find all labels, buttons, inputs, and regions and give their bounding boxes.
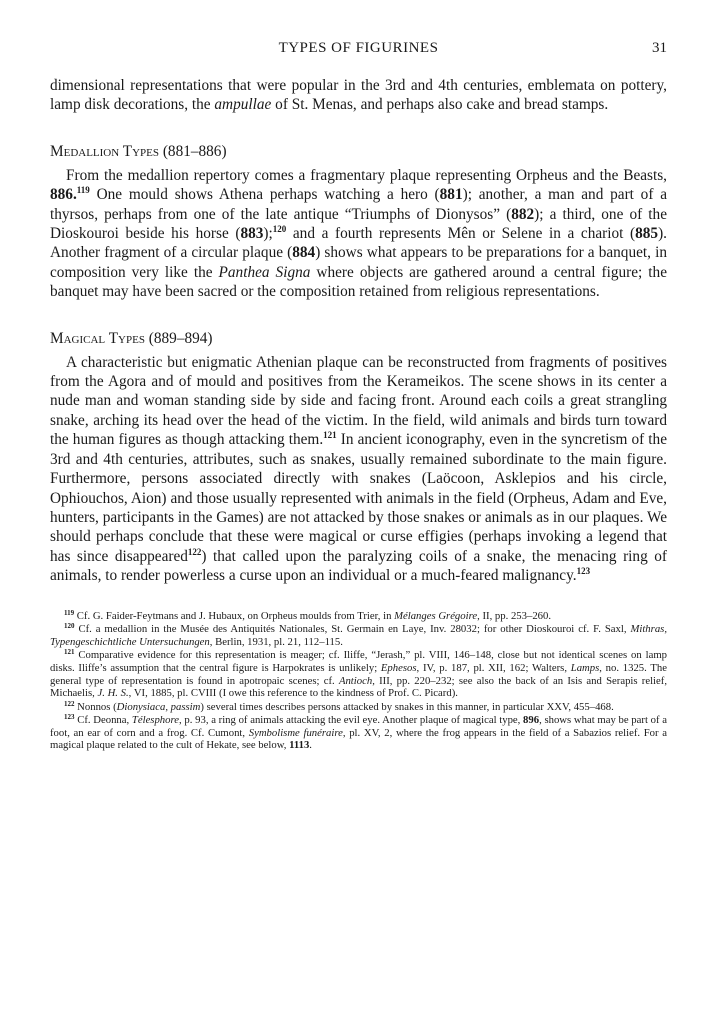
footnote-number: 120 xyxy=(64,622,75,631)
text-run: where objects are gathered around a central figure; the banquet may have been sacred or the composition retained from religious representations. xyxy=(50,263,667,301)
intro-paragraph xyxy=(50,76,667,115)
page-header xyxy=(50,40,667,62)
text-run: , VI, 1885, pl. CVIII (I owe this reference to the kindness of Prof. C. Picard). xyxy=(128,687,458,700)
italic-run: Ephesos xyxy=(380,661,417,674)
text-run: , pl. XV, 2, where the frog appears in the field of a Sabazios relief. For a magical plaque related to the cult of Hekate, see below, xyxy=(50,726,667,752)
heading-text: Medallion Types xyxy=(50,142,159,160)
section-heading-medallion xyxy=(50,143,667,161)
footnote-119 xyxy=(50,610,667,623)
text-run: ); another, a man and part of a thyrsos, perhaps from one of the late antique “Triumphs of Dionysos” ( xyxy=(50,186,667,223)
italic-run: Télesphore xyxy=(131,714,180,727)
footnote-ref: 122 xyxy=(187,546,202,557)
text-run: , p. 93, a ring of animals attacking the evil eye. Another plaque of magical type, xyxy=(179,714,524,727)
text-run: , III, pp. 220–232; see also the back of an Isis and Serapis relief, Michaelis, xyxy=(50,674,668,700)
footnotes xyxy=(50,610,667,753)
catalogue-number: 884 xyxy=(292,244,316,262)
text-run: , II, pp. 253–260. xyxy=(477,609,552,622)
text-run: ) several times describes persons attacked by snakes in this manner, in particular XXV, 455–468. xyxy=(200,700,614,713)
italic-run: Antioch xyxy=(338,674,373,687)
text-run: Comparative evidence for this representation is meager; cf. Iliffe, “Jerash,” pl. VIII, 146–148, close but not identical scenes on lamp disks. Iliffe’s assumption that the central figure is Harpokrates is unlikely; xyxy=(50,649,667,674)
footnote-ref: 123 xyxy=(576,566,591,577)
catalogue-number: 896 xyxy=(523,714,540,727)
text-run: , IV, p. 187, pl. XII, 162; Walters, xyxy=(416,661,571,674)
text-run: dimensional representations that were popular in the 3rd and 4th centuries, emblemata on pottery, lamp disk decorations, the xyxy=(50,77,667,114)
italic-run: Panthea Signa xyxy=(218,263,311,281)
text-run: One mould shows Athena perhaps watching a hero ( xyxy=(89,186,440,204)
text-run: , no. 1325. The general type of representation is found in apotropaic scenes; cf. xyxy=(50,661,667,687)
medallion-paragraph xyxy=(50,166,667,302)
italic-run: Symbolisme funéraire xyxy=(248,726,343,739)
text-run: Nonnos ( xyxy=(74,700,117,713)
text-run: ). Another fragment of a circular plaque ( xyxy=(50,225,667,262)
footnote-120 xyxy=(50,623,667,648)
footnote-number: 121 xyxy=(64,648,75,657)
italic-run: ampullae xyxy=(214,96,272,114)
text-run: From the medallion repertory comes a fragmentary plaque representing Orpheus and the Beasts, xyxy=(66,166,667,184)
footnote-number: 122 xyxy=(64,699,75,708)
footnote-122 xyxy=(50,701,667,714)
footnote-ref: 121 xyxy=(323,430,337,441)
text-run: Cf. G. Faider-Feytmans and J. Hubaux, on Orpheus moulds from Trier, in xyxy=(74,609,395,622)
heading-range: (889–894) xyxy=(144,329,213,347)
catalogue-number: 886. xyxy=(50,186,77,204)
text-run: ) shows what appears to be preparations for a banquet, in composition very like the xyxy=(50,244,667,281)
text-run: and a fourth represents Mên or Selene in a chariot ( xyxy=(286,225,636,243)
italic-run: Lamps xyxy=(570,661,600,674)
catalogue-number: 883 xyxy=(240,225,264,243)
footnote-121 xyxy=(50,649,667,699)
footnote-number: 119 xyxy=(64,608,75,617)
footnote-123 xyxy=(50,714,667,752)
text-run: Cf. Deonna, xyxy=(74,714,132,727)
catalogue-number: 881 xyxy=(439,186,463,204)
footnote-ref: 120 xyxy=(272,224,287,235)
magical-paragraph xyxy=(50,353,667,586)
text-run: , Berlin, 1931, pl. 21, 112–115. xyxy=(209,635,343,648)
text-run: ); xyxy=(263,225,273,243)
page-number: 31 xyxy=(652,40,667,56)
italic-run: Mélanges Grégoire xyxy=(394,609,478,622)
text-run: of St. Menas, and perhaps also cake and bread stamps. xyxy=(271,96,609,114)
section-heading-magical xyxy=(50,330,667,348)
footnote-ref: 119 xyxy=(76,185,90,196)
heading-text: Magical Types xyxy=(50,329,145,347)
text-run: Cf. a medallion in the Musée des Antiquités Nationales, St. Germain en Laye, Inv. 28032; for other Dioskouroi cf. F. Saxl, xyxy=(74,623,631,636)
text-run: A characteristic but enigmatic Athenian plaque can be reconstructed from fragments of positives from the Agora and of mould and positives from the Kerameikos. The scene shows in its center a nude man and woman standing side by side and facing front. Around each coils a great strangling snake, arching its head over the head of the victim. In the field, wild animals and birds turn toward the human figures as though attacking them. xyxy=(50,353,667,449)
text-run: . xyxy=(309,739,312,752)
page xyxy=(50,40,667,753)
text-run: , shows what may be part of a foot, an ear of corn and a frog. Cf. Cumont, xyxy=(50,714,667,739)
italic-run: Mithras, Typengeschichtliche Untersuchungen xyxy=(50,623,667,648)
text-run: ); a third, one of the Dioskouroi beside his horse ( xyxy=(50,205,667,243)
catalogue-number: 1113 xyxy=(289,739,310,752)
catalogue-number: 885 xyxy=(635,225,659,243)
catalogue-number: 882 xyxy=(511,205,535,223)
running-title: TYPES OF FIGURINES xyxy=(278,40,439,56)
text-run: In ancient iconography, even in the syncretism of the 3rd and 4th centuries, attributes, such as snakes, usually remained subordinate to the main figure. Furthermore, persons associated directly with snakes (Laöcoon, Asklepios and his circle, Ophiouchos, Aion) and those usually represented with animals in the field (Orpheus, Adam and Eve, hunters, participants in the Games) are not attacked by those snakes or animals as in our plaques. We should perhaps conclude that these were magical or curse effigies (perhaps invoking a legend that has since disappeared xyxy=(50,431,667,565)
italic-run: Dionysiaca, passim xyxy=(116,700,201,713)
heading-range: (881–886) xyxy=(159,142,227,160)
text-run: ) that called upon the paralyzing coils of a snake, the menacing ring of animals, to render powerless a curse upon an individual or a much-feared malignancy. xyxy=(50,547,667,585)
italic-run: J. H. S. xyxy=(97,687,129,700)
footnote-number: 123 xyxy=(64,713,75,722)
